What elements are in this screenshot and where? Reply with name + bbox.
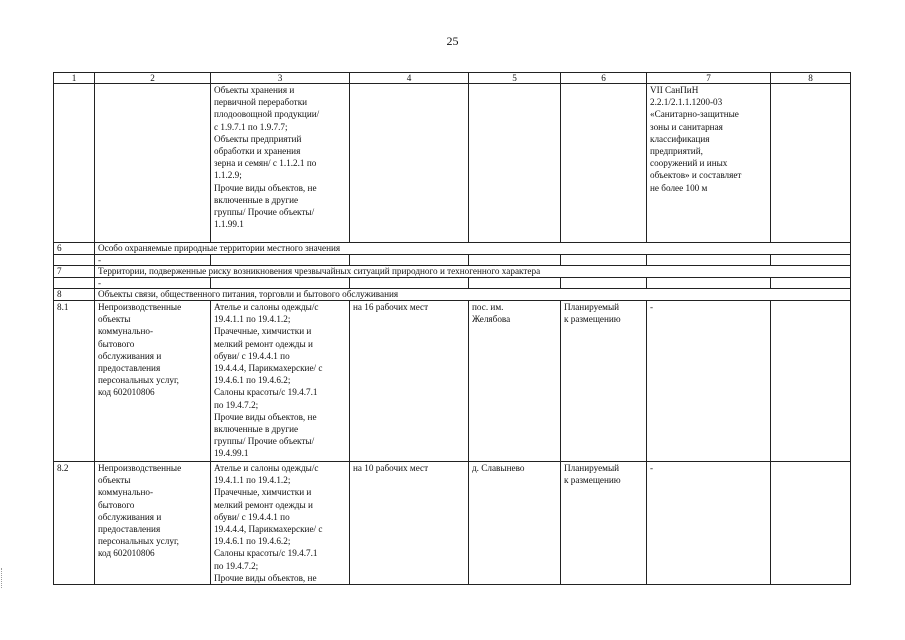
header-cell-7: 7 <box>647 73 771 84</box>
header-cell-2: 2 <box>95 73 211 84</box>
cell-number <box>54 84 95 243</box>
cell-location <box>469 84 561 243</box>
column-number-header <box>54 73 851 84</box>
cell-note <box>771 301 851 462</box>
header-cell-4: 4 <box>350 73 469 84</box>
header-cell-6: 6 <box>561 73 647 84</box>
empty-marker: - <box>95 255 211 266</box>
scan-edge-mark <box>1 568 3 588</box>
cell-protection-zone: - <box>647 462 771 585</box>
empty-marker: - <box>95 278 211 289</box>
section-number: 8 <box>54 289 95 301</box>
cell-name: Непроизводственные объекты коммунально- бытового обслуживания и предоставления персональных услуг, код 602010806 <box>95 301 211 462</box>
header-cell-5: 5 <box>469 73 561 84</box>
cell-location: д. Славынево <box>469 462 561 585</box>
section-row-6 <box>54 243 851 255</box>
header-cell-1: 1 <box>54 73 95 84</box>
header-cell-3: 3 <box>211 73 350 84</box>
table-row-8-1 <box>54 301 851 462</box>
cell-object-types: Объекты хранения и первичной переработки плодоовощной продукции/ с 1.9.7.1 по 1.9.7.7; Объекты предприятий обработки и хранения зерна и семян/ с 1.1.2.1 по 1.1.2.9; Прочие виды объектов, не включенные в другие группы/ Прочие объекты/ 1.1.99.1 <box>211 84 350 243</box>
cell-number: 8.1 <box>54 301 95 462</box>
header-cell-8: 8 <box>771 73 851 84</box>
cell-status <box>561 84 647 243</box>
cell-status: Планируемый к размещению <box>561 462 647 585</box>
cell-name: Непроизводственные объекты коммунально- бытового обслуживания и предоставления персональных услуг, код 602010806 <box>95 462 211 585</box>
table-row-continuation <box>54 84 851 243</box>
cell-protection-zone: - <box>647 301 771 462</box>
planning-objects-table <box>53 72 851 585</box>
section-title: Особо охраняемые природные территории местного значения <box>95 243 851 255</box>
section-title: Территории, подверженные риску возникновения чрезвычайных ситуаций природного и техногенного характера <box>95 266 851 278</box>
cell-note <box>771 462 851 585</box>
cell-object-types: Ателье и салоны одежды/с 19.4.1.1 по 19.4.1.2; Прачечные, химчистки и мелкий ремонт одежды и обуви/ с 19.4.4.1 по 19.4.4.4, Парикмахерские/ с 19.4.6.1 по 19.4.6.2; Салоны красоты/с 19.4.7.1 по 19.4.7.2; Прочие виды объектов, не <box>211 462 350 585</box>
section-row-8 <box>54 289 851 301</box>
cell-capacity: на 10 рабочих мест <box>350 462 469 585</box>
section-number: 6 <box>54 243 95 255</box>
cell-number: 8.2 <box>54 462 95 585</box>
cell-object-types: Ателье и салоны одежды/с 19.4.1.1 по 19.4.1.2; Прачечные, химчистки и мелкий ремонт одежды и обуви/ с 19.4.4.1 по 19.4.4.4, Парикмахерские/ с 19.4.6.1 по 19.4.6.2; Салоны красоты/с 19.4.7.1 по 19.4.7.2; Прочие виды объектов, не включенные в другие группы/ Прочие объекты/ 19.4.99.1 <box>211 301 350 462</box>
section-number: 7 <box>54 266 95 278</box>
cell-status: Планируемый к размещению <box>561 301 647 462</box>
cell-protection-zone: VII СанПиН 2.2.1/2.1.1.1200-03 «Санитарно-защитные зоны и санитарная классификация предприятий, сооружений и иных объектов» и составляет не более 100 м <box>647 84 771 243</box>
section-row-7 <box>54 266 851 278</box>
cell-location: пос. им. Желябова <box>469 301 561 462</box>
section-title: Объекты связи, общественного питания, торговли и бытового обслуживания <box>95 289 851 301</box>
section-7-empty-row <box>54 278 851 289</box>
table-row-8-2 <box>54 462 851 585</box>
page-number: 25 <box>446 34 459 48</box>
cell-capacity <box>350 84 469 243</box>
cell-name <box>95 84 211 243</box>
cell-capacity: на 16 рабочих мест <box>350 301 469 462</box>
cell-note <box>771 84 851 243</box>
section-6-empty-row <box>54 255 851 266</box>
